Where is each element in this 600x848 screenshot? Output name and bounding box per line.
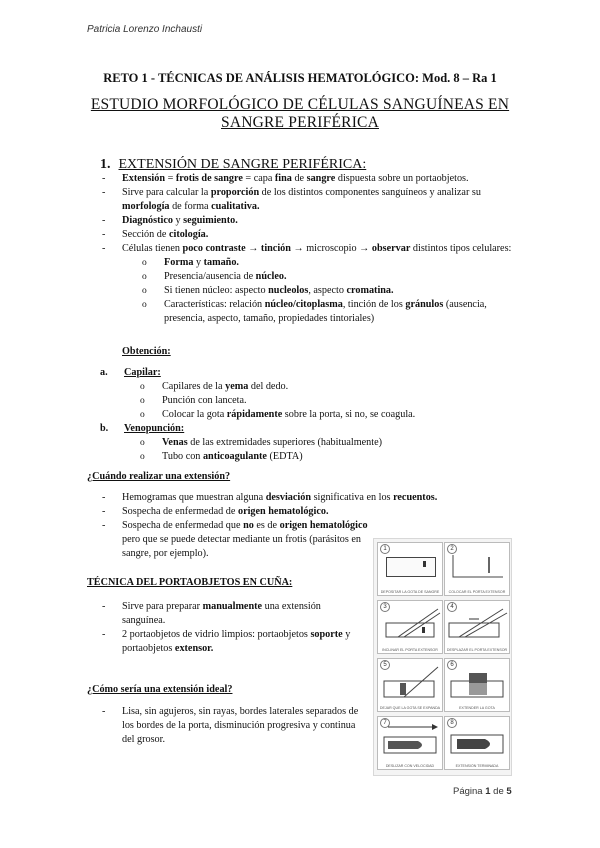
section-number: 1. — [100, 157, 111, 172]
figure-panel: 2 COLOCAR EL PORTA EXTENSOR — [444, 542, 510, 596]
figure-panel: 8 EXTENSIÓN TERMINADA — [444, 716, 510, 770]
capilar-steps — [140, 380, 520, 422]
list-item: - Sospecha de enfermedad que no es de origen hematológico pero que se puede detectar mediante un frotis (parásitos en sangre, por ejemplo). — [100, 519, 384, 561]
figure-panel: 4 DESPLAZAR EL PORTA EXTENSOR — [444, 600, 510, 654]
figure-panel: 5 DEJAR QUE LA GOTA SE EXPANDA — [377, 658, 443, 712]
section-title: EXTENSIÓN DE SANGRE PERIFÉRICA: — [118, 157, 367, 172]
moving-slide-icon — [445, 601, 509, 653]
list-item: - Sirve para calcular la proporción de los distintos componentes sanguíneos y analizar su morfología de forma cualitativa. — [100, 186, 520, 214]
wedge-technique-figure — [373, 538, 512, 776]
list-item: - Extensión = frotis de sangre = capa fina de sangre dispuesta sobre un portaobjetos. — [100, 172, 520, 186]
list-item: - Sospecha de enfermedad de origen hematológico. — [100, 505, 520, 519]
obtencion-item-capilar: a. Capilar: — [100, 367, 161, 378]
obtencion-heading: Obtención: — [122, 346, 171, 357]
tecnica-list — [100, 600, 362, 656]
list-item: - Hemogramas que muestran alguna desviación significativa en los recuentos. — [100, 491, 520, 505]
list-item: - Sirve para preparar manualmente una extensión sanguínea. — [100, 600, 362, 628]
list-item: - Células tienen poco contraste → tinción → microscopio → observar distintos tipos celulares: o Forma y tamaño. o Presencia/ausencia de núcleo. o Si tienen núcleo: aspecto nucleolos, aspecto cromatina. o Características: relación núcleo/citoplasma, tinción de los gránulos (ausencia, presencia, aspecto, tamaño, propiedades tintoriales) — [100, 242, 520, 326]
list-item: o Presencia/ausencia de núcleo. — [142, 270, 520, 284]
figure-panel: 1 DEPOSITAR LA GOTA DE SANGRE — [377, 542, 443, 596]
spreader-slide-icon — [445, 543, 509, 595]
list-item: - Lisa, sin agujeros, sin rayas, bordes laterales separados de los bordes de la porta, disminución progresiva y continua del grosor. — [100, 705, 362, 747]
list-item: - Sección de citología. — [100, 228, 520, 242]
spreading-drop-icon — [378, 659, 442, 711]
list-item: - Diagnóstico y seguimiento. — [100, 214, 520, 228]
list-item: o Características: relación núcleo/citoplasma, tinción de los gránulos (ausencia, presencia, aspecto, tamaño, propiedades tintoriales) — [142, 298, 520, 326]
ideal-list — [100, 705, 362, 747]
cuando-heading: ¿Cuándo realizar una extensión? — [87, 471, 231, 482]
finished-smear-icon — [445, 717, 509, 769]
smear-slide-icon — [445, 659, 509, 711]
list-item: o Punción con lanceta. — [140, 394, 520, 408]
tilted-slide-icon — [378, 601, 442, 653]
list-item: o Capilares de la yema del dedo. — [140, 380, 520, 394]
obtencion-list — [100, 366, 520, 464]
list-item: o Forma y tamaño. — [142, 256, 520, 270]
arrow-right-icon — [378, 717, 442, 769]
document-title: ESTUDIO MORFOLÓGICO DE CÉLULAS SANGUÍNEAS EN SANGRE PERIFÉRICA — [90, 96, 510, 131]
list-item: o Venas de las extremidades superiores (habitualmente) — [140, 436, 520, 450]
obtencion-item-venopuncion: b. Venopunción: — [100, 423, 185, 434]
tecnica-heading: TÉCNICA DEL PORTAOBJETOS EN CUÑA: — [87, 577, 293, 588]
list-item: o Tubo con anticoagulante (EDTA) — [140, 450, 520, 464]
venopuncion-steps — [140, 436, 520, 464]
author-name: Patricia Lorenzo Inchausti — [87, 24, 203, 35]
figure-panel: 7 DESLIZAR CON VELOCIDAD — [377, 716, 443, 770]
figure-panel: 3 INCLINAR EL PORTA EXTENSOR — [377, 600, 443, 654]
characteristics-list — [142, 256, 520, 326]
blood-drop-icon — [378, 543, 442, 595]
figure-panel: 6 EXTENDER LA GOTA — [444, 658, 510, 712]
list-item: o Si tienen núcleo: aspecto nucleolos, aspecto cromatina. — [142, 284, 520, 298]
list-item: - 2 portaobjetos de vidrio limpios: portaobjetos soporte y portaobjetos extensor. — [100, 628, 362, 656]
section-heading — [100, 157, 366, 173]
list-item: o Colocar la gota rápidamente sobre la porta, si no, se coagula. — [140, 408, 520, 422]
definition-list — [100, 172, 520, 326]
ideal-heading: ¿Cómo sería una extensión ideal? — [87, 684, 233, 695]
document-subtitle: RETO 1 - TÉCNICAS DE ANÁLISIS HEMATOLÓGICO: Mod. 8 – Ra 1 — [103, 71, 497, 85]
page-number: Página 1 de 5 — [453, 786, 512, 797]
